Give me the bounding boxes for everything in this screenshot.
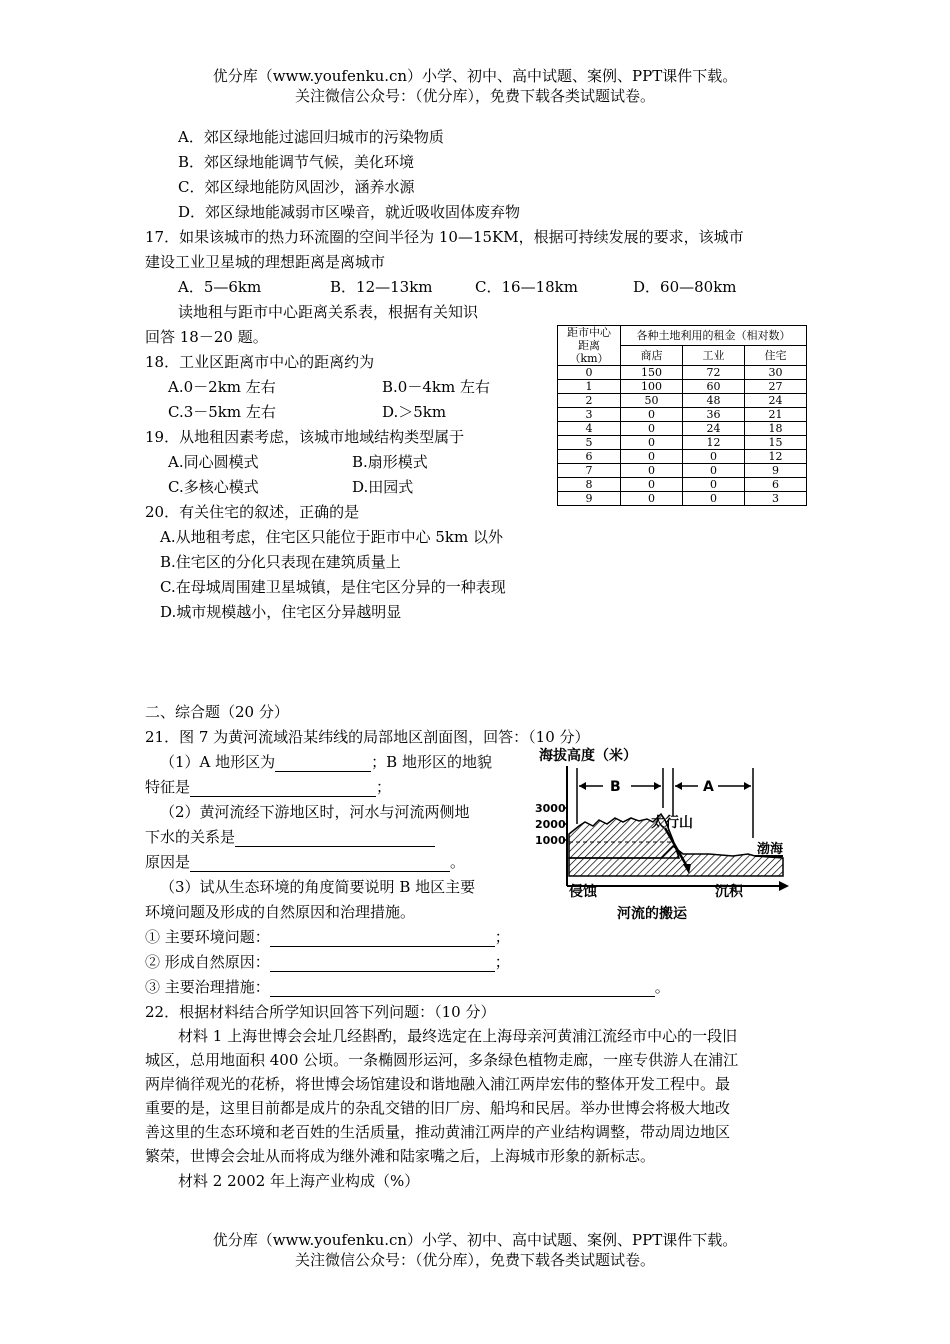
q19-option-b: B.扇形模式 (352, 453, 428, 471)
q22-material-1-line-6: 繁荣，世博会会址从而将成为继外滩和陆家嘴之后，上海城市形象的新标志。 (145, 1147, 656, 1165)
q21-sub-2: ② 形成自然原因： ； (145, 953, 510, 971)
q22-material-1-line-1: 材料 1 上海世博会会址几经斟酌，最终选定在上海母亲河黄浦江流经市中心的一段旧 (178, 1027, 738, 1045)
footer-line-2: 关注微信公众号：（优分库），免费下载各类试题试卷。 (294, 1251, 655, 1269)
q17-option-a: A．5—6km (178, 278, 262, 296)
answer-blank[interactable] (190, 780, 376, 797)
q16-option-c: C．郊区绿地能防风固沙，涵养水源 (178, 178, 415, 196)
header-line-1: 优分库（www.youfenku.cn）小学、初中、高中试题、案例、PPT课件下载。 (212, 67, 738, 85)
table-row: 7 0 0 9 (558, 464, 807, 478)
erosion-label: 侵蚀 (569, 884, 597, 900)
q17-option-d: D．60—80km (633, 278, 737, 296)
q20-option-b: B.住宅区的分化只表现在建筑质量上 (160, 553, 401, 571)
header-line-2: 关注微信公众号：（优分库），免费下载各类试题试卷。 (294, 87, 655, 105)
y-axis-label: 海拔高度（米） (539, 748, 637, 764)
header-shop: 商店 (621, 346, 683, 366)
land-rent-table (557, 325, 807, 506)
q18-option-c: C.3－5km 左右 (168, 403, 276, 421)
table-row: 1 100 60 27 (558, 380, 807, 394)
deposition-label: 沉积 (715, 884, 743, 900)
answer-blank[interactable] (190, 855, 450, 872)
table-row: 9 0 0 3 (558, 492, 807, 506)
q21-part-2-line-3: 原因是 。 (145, 853, 466, 871)
q20-option-d: D.城市规模越小，住宅区分异越明显 (160, 603, 402, 621)
q19-option-a: A.同心圆模式 (168, 453, 259, 471)
yellow-river-cross-section-figure (533, 746, 793, 926)
q16-option-a: A．郊区绿地能过滤回归城市的污染物质 (178, 128, 444, 146)
q19-option-c: C.多核心模式 (168, 478, 259, 496)
q22-material-1-line-4: 重要的是，这里目前都是成片的杂乱交错的旧厂房、船坞和民居。举办世博会将极大地改 (145, 1099, 731, 1117)
q16-option-d: D．郊区绿地能减弱市区噪音，就近吸收固体废弃物 (178, 203, 521, 221)
tick-3000: 3000 (535, 802, 566, 815)
q21-part-1-line-2: 特征是 ； (145, 778, 392, 796)
q21-stem: 21．图 7 为黄河流域沿某纬线的局部地区剖面图，回答：（10 分） (145, 728, 590, 746)
table-row: 3 0 36 21 (558, 408, 807, 422)
q22-material-2: 材料 2 2002 年上海产业构成（%） (178, 1172, 420, 1190)
q18-stem: 18．工业区距离市中心的距离约为 (145, 353, 375, 371)
q22-stem: 22．根据材料结合所学知识回答下列问题：（10 分） (145, 1003, 496, 1021)
q21-part-3-line-1: （3）试从生态环境的角度简要说明 B 地区主要 (160, 878, 476, 896)
table-row: 0 150 72 30 (558, 366, 807, 380)
q21-part-2-line-2: 下水的关系是 (145, 827, 435, 847)
q22-material-1-line-3: 两岸徜徉观光的花桥，将世博会场馆建设和谐地融入浦江两岸宏伟的整体开发工程中。最 (145, 1075, 731, 1093)
q22-material-1-line-5: 善这里的生态环境和老百姓的生活质量，推动黄浦江两岸的产业结构调整，带动周边地区 (145, 1123, 731, 1141)
intro-18-line-1: 读地租与距市中心距离关系表，根据有关知识 (178, 303, 479, 321)
table-row: 5 0 12 15 (558, 436, 807, 450)
table-row: 2 50 48 24 (558, 394, 807, 408)
section-2-title: 二、综合题（20 分） (145, 703, 289, 721)
q17-option-b: B．12—13km (330, 278, 433, 296)
answer-blank[interactable] (235, 830, 435, 847)
header-rent: 各种土地利用的租金（相对数） (621, 326, 807, 346)
answer-blank[interactable] (270, 930, 495, 947)
q18-option-a: A.0－2km 左右 (168, 378, 276, 396)
q20-option-c: C.在母城周围建卫星城镇，是住宅区分异的一种表现 (160, 578, 506, 596)
q18-option-d: D.＞5km (382, 403, 447, 421)
q20-option-a: A.从地租考虑，住宅区只能位于距市中心 5km 以外 (160, 528, 503, 546)
q17-stem-2: 建设工业卫星城的理想距离是离城市 (145, 253, 386, 271)
intro-18-line-2: 回答 18－20 题。 (145, 328, 268, 346)
q21-part-2-line-1: （2）黄河流经下游地区时，河水与河流两侧地 (160, 803, 470, 821)
answer-blank[interactable] (270, 980, 655, 997)
table-row: 8 0 0 6 (558, 478, 807, 492)
q21-sub-1: ① 主要环境问题： ； (145, 928, 510, 946)
answer-blank[interactable] (275, 755, 371, 772)
region-a-label: A (703, 779, 714, 795)
q22-material-1-line-2: 城区，总用地面积 400 公顷。一条椭圆形运河，多条绿色植物走廊，一座专供游人在浦江 (145, 1051, 739, 1069)
bohai-label: 渤海 (757, 842, 784, 857)
q19-option-d: D.田园式 (352, 478, 414, 496)
q18-option-b: B.0－4km 左右 (382, 378, 490, 396)
header-industry: 工业 (683, 346, 745, 366)
q19-stem: 19．从地租因素考虑，该城市地域结构类型属于 (145, 428, 465, 446)
tick-2000: 2000 (535, 818, 566, 831)
table-row: 6 0 0 12 (558, 450, 807, 464)
q17-stem-1: 17．如果该城市的热力环流圈的空间半径为 10—15KM，根据可持续发展的要求，该城市 (145, 228, 744, 246)
q20-stem: 20．有关住宅的叙述，正确的是 (145, 503, 360, 521)
tick-1000: 1000 (535, 834, 566, 847)
q17-option-c: C．16—18km (475, 278, 578, 296)
river-transport-label: 河流的搬运 (617, 906, 687, 922)
header-residential: 住宅 (745, 346, 807, 366)
q21-part-3-line-2: 环境问题及形成的自然原因和治理措施。 (145, 903, 416, 921)
table-row: 4 0 24 18 (558, 422, 807, 436)
q16-option-b: B．郊区绿地能调节气候，美化环境 (178, 153, 415, 171)
q21-sub-3: ③ 主要治理措施： 。 (145, 978, 670, 996)
region-b-label: B (610, 779, 621, 795)
answer-blank[interactable] (270, 955, 495, 972)
q21-part-1-line-1: （1）A 地形区为 ；B 地形区的地貌 (160, 753, 492, 771)
header-distance: 距市中心 距离 （km） (558, 326, 621, 366)
taihang-label: 太行山 (651, 815, 693, 831)
footer-line-1: 优分库（www.youfenku.cn）小学、初中、高中试题、案例、PPT课件下载。 (212, 1231, 738, 1249)
